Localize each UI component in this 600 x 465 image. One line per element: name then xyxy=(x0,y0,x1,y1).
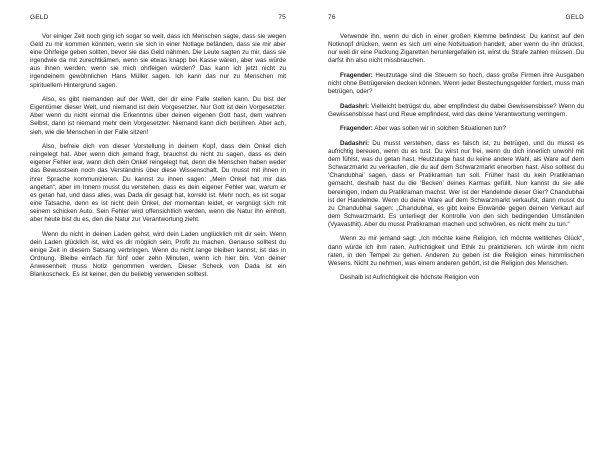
right-header-title: GELD xyxy=(565,14,584,21)
paragraph-text: Du musst verstehen, dass es falsch ist, zu betrügen, und du musst es aufrichtig bereuen, wenn du es tust. Du wirst nur frei, wenn du dich innerlich unwohl mit dem fühlst, was du getan hast. Heutzutage hast du keine andere Wahl, als Ware auf dem Schwarzmarkt zu verkaufen, die du auf dem Schwarzmarkt erworben hast. Also solltest du ‘Chandubhai’ sagen, dass er Pratikraman tun soll. Früher hast du kein Pratikraman gemacht, deshalb hast du die ‘Becken’ deines Karmas gefüllt. Nun kannst du sie alle bereinigen, indem du Pratikraman machst. Wer ist der Handelnde dieser Gier? Chandubhai ist der Handelnde. Wenn du deine Ware auf dem Schwarzmarkt verkaufst, dann musst du zu Chandubhai sagen: „Chandubhai, es gibt keine Einwände gegen deinen Verkauf auf dem Schwarzmarkt. Es unterliegt der Kontrolle von den sich bedingenden Umständen (Vyavasthit). Aber du musst Pratikraman machen und schwören, es nicht mehr zu tun.“ xyxy=(328,139,584,228)
paragraph-text: Deshalb ist Aufrichtigkeit die höchste Religion von xyxy=(340,274,479,282)
paragraph: Wenn du nicht in deinen Laden gehst, wird dein Laden unglücklich mit dir sein. Wenn dein Laden glücklich ist, wird es dir möglich sein, Profit zu machen. Genauso solltest du einige Zeit in diesem Satsang verbringen. Wenn du nicht lange bleiben kannst, ist das in Ordnung. Bleibe einfach für fünf oder zehn Minuten, wenn ich hier bin. Von deiner Anwesenheit muss Notiz genommen werden. Dieser Scheck von Dada ist ein Blankoscheck. Es ist keiner, den du beliebig verwenden solltest. xyxy=(30,230,286,279)
speaker-label: Fragender: xyxy=(340,71,373,79)
paragraph xyxy=(328,235,584,267)
left-page-number: 75 xyxy=(278,14,286,21)
right-page-header xyxy=(328,14,584,22)
left-page-body xyxy=(30,33,286,279)
paragraph-text: Wenn zu mir jemand sagt: „Ich möchte keine Religion, ich möchte weltliches Glück“, dann würde ich ihm raten, Aufrichtigkeit und Ethik zu praktizieren. Ich würde ihm nicht raten, in den Tempel zu gehen. Anderen zu geben ist die Religion eines himmlischen Wesens. Nicht zu nehmen, was einem anderen gehört, ist die Religion des Menschen. xyxy=(328,235,584,267)
paragraph-text: Vielleicht betrügst du, aber empfindest du dabei Gewissensbisse? Wenn du Gewissensbisse hast und Reue empfindest, wird das deine Verantwortung verringern. xyxy=(328,102,585,118)
speaker-label: Dadashri: xyxy=(340,102,370,110)
paragraph xyxy=(328,33,584,65)
paragraph xyxy=(328,274,584,282)
dialogue-paragraph xyxy=(328,140,584,229)
right-page xyxy=(300,0,600,465)
right-page-number: 76 xyxy=(328,14,336,21)
paragraph-text: Verwende ihn, wenn du dich in einer großen Klemme befindest. Du kannst auf den Notknopf drücken, wenn es sich um eine Notsituation handelt, aber wenn du ihn drückst, nur weil dir eine Packung Zigaretten heruntergefallen ist, wirst du Strafe zahlen müssen. Du darfst ihn also nicht missbrauchen. xyxy=(328,33,584,65)
paragraph-text: Aber was sollen wir in solchen Situationen tun? xyxy=(374,125,506,133)
paragraph: Vor einiger Zeit noch ging ich sogar so weit, dass ich Menschen sagte, dass sie wegen Geld zu mir kommen könnten, wenn sie sich in einer Notlage befänden, dass sie mir aber eine Ohrfeige geben sollten, bevor sie das Geld nähmen. Die Leute sagten zu mir, dass sie irgendwie da mit zurechtkämen, wenn sie etwas knapp bei Kasse wären, aber was würde aus ihnen werden, wenn sie mich ohrfeigen würden? Das kann ich jetzt nicht zu irgendeinem gewöhnlichen Hans Müller sagen. Ich kann das nur zu Menschen mit spirituellem Hintergrund sagen. xyxy=(30,33,286,89)
paragraph: Also, befreie dich von dieser Vorstellung in deinem Kopf, dass dein Onkel dich reingelegt hat. Aber wenn dich jemand fragt, brauchst du nicht zu sagen, dass es dein eigener Fehler war, wann dich dein Onkel reingelegt hat, denn die Menschen haben weder das Bewusstsein noch das Verständnis über diese Wissenschaft. Du musst mit ihnen in ihrer Sprache kommunizieren. Du kannst zu ihnen sagen: „Mein Onkel hat mir das angetan“, aber im Innern musst du verstehen, dass es dein eigener Fehler war, warum er es getan hat, und dass alles, was Dada dir gesagt hat, korrekt ist. Mehr noch, es ist sogar eine Tatsache, denn es ist nicht dein Onkel, der momentan leidet, er vergnügt sich mit seinem schicken Auto. Sein Fehler wird offensichtlich werden, wenn die Natur ihn einholt, aber heute bist du es, den die Natur zur Verantwortung zieht. xyxy=(30,143,286,223)
left-page-header xyxy=(30,14,286,22)
left-header-title: GELD xyxy=(30,14,49,21)
speaker-label: Fragender: xyxy=(340,125,373,133)
right-page-body xyxy=(328,33,584,282)
dialogue-paragraph xyxy=(328,125,584,133)
paragraph-text: Heutzutage sind die Steuern so hoch, dass große Firmen ihre Ausgaben nicht ohne Betrügereien decken können. Wenn jeder Bestechungsgelder fordert, muss man betrügen, oder? xyxy=(328,71,584,96)
dialogue-paragraph xyxy=(328,103,584,119)
paragraph: Also, es gibt niemanden auf der Welt, der dir eine Falle stellen kann. Du bist der Eigentümer dieser Welt, und niemand ist dein Vorgesetzter. Nur Gott ist dein Vorgesetzter. Aber wenn du nicht einmal die Erkenntnis über deinen eigenen Gott hast, dem wahren Selbst, dann ist niemand mehr dein Vorgesetzter. Niemand kann dich berühren. Aber ach, sieh, wie die Menschen in der Falle sitzen! xyxy=(30,96,286,136)
dialogue-paragraph xyxy=(328,72,584,96)
speaker-label: Dadashri: xyxy=(340,139,370,147)
